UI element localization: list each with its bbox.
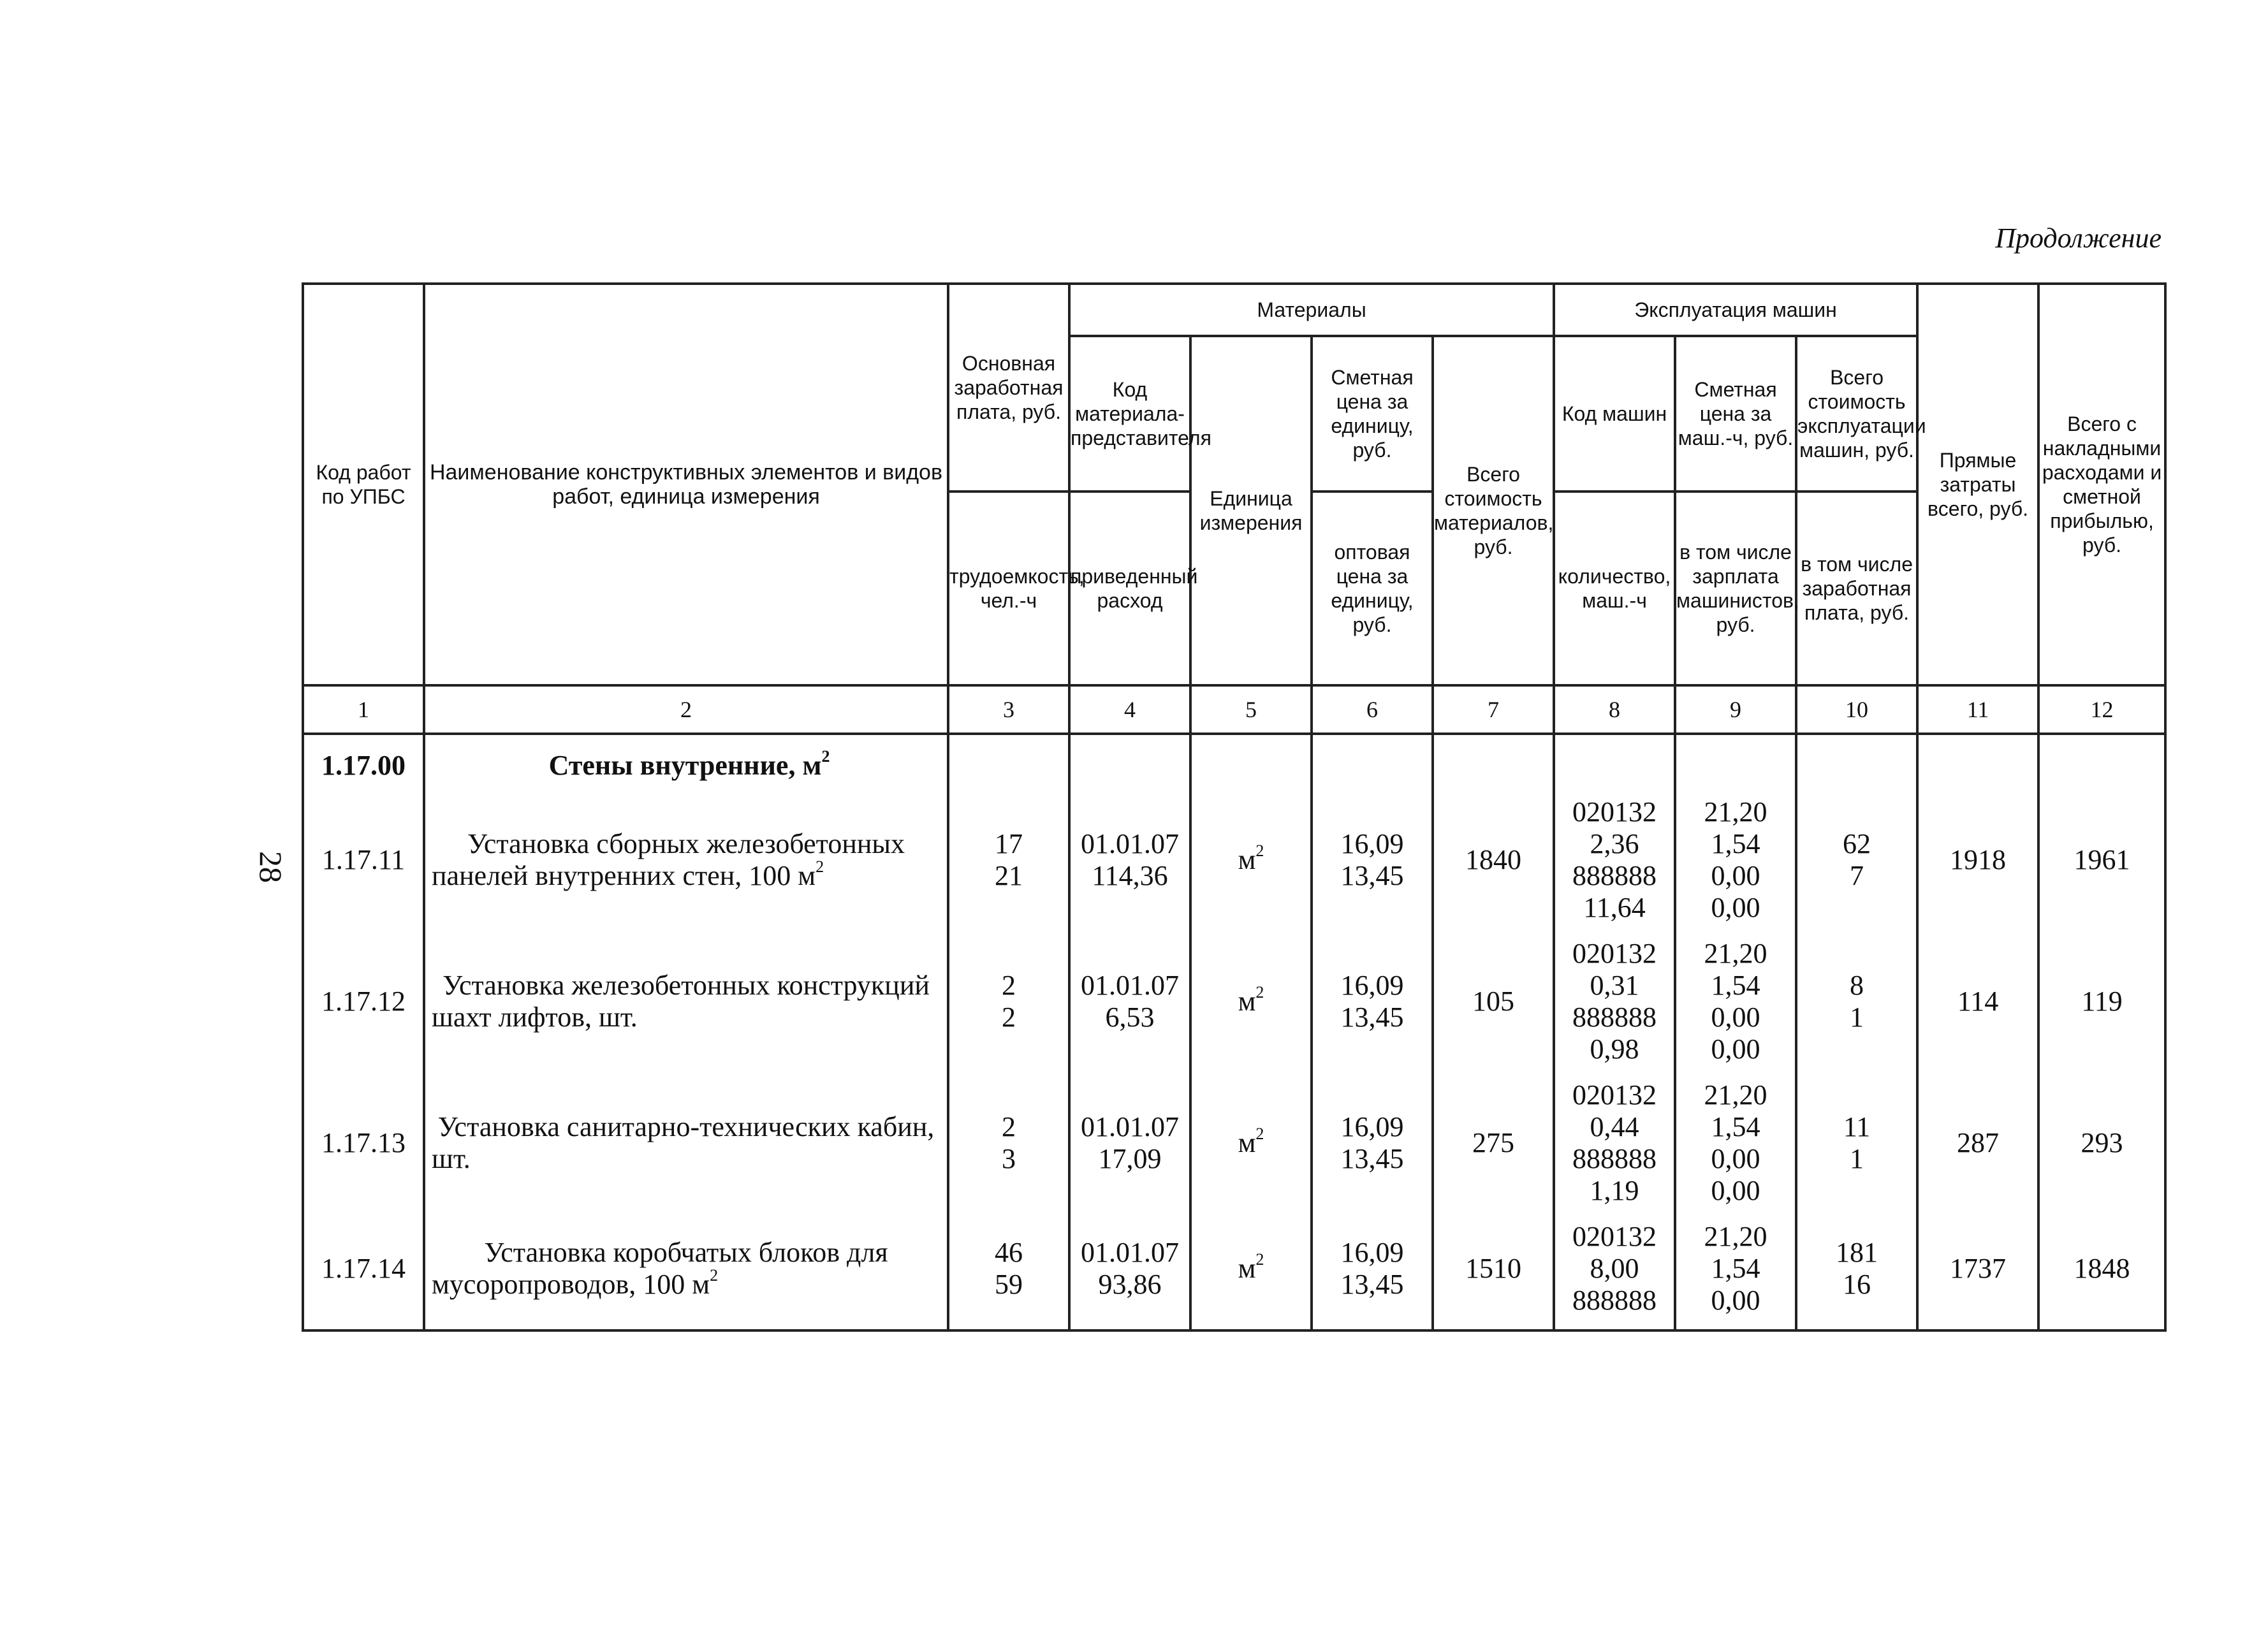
unit [1190, 1220, 1312, 1330]
material-total: 1840 [1433, 795, 1554, 936]
table-row [303, 936, 2165, 1078]
col-number: 7 [1433, 685, 1554, 734]
machine-code-qty-line: 0,98 [1590, 1033, 1639, 1065]
material-prices-line: 16,09 [1340, 970, 1404, 1001]
estimate-table [302, 282, 2167, 1332]
machine-code-qty-line: 888888 [1572, 1143, 1657, 1174]
machine-totals-line: 8 [1850, 970, 1864, 1001]
wage-labor-line: 46 [995, 1237, 1023, 1268]
machine-prices-line: 1,54 [1711, 1111, 1760, 1142]
continuation-label: Продолжение [1995, 222, 2162, 254]
unit-text: м [1238, 1253, 1256, 1284]
machine-prices-line: 21,20 [1704, 796, 1767, 827]
material-code-consumption [1069, 1220, 1190, 1330]
machine-totals-line: 7 [1850, 860, 1864, 891]
header-mach-total-wage: в том числе заработная плата, руб. [1796, 492, 1917, 685]
grand-total: 119 [2038, 936, 2165, 1078]
wage-labor [948, 1220, 1069, 1330]
col-number: 6 [1312, 685, 1433, 734]
header-materials-group: Материалы [1069, 284, 1554, 336]
machine-totals-line: 11 [1843, 1111, 1871, 1142]
header-mach-code: Код машин [1554, 336, 1675, 492]
material-prices [1312, 1078, 1433, 1220]
col-number: 8 [1554, 685, 1675, 734]
machine-code-qty-line: 2,36 [1590, 828, 1639, 859]
header-machines-group: Эксплуатация машин [1554, 284, 1917, 336]
wage-labor-line: 21 [995, 860, 1023, 891]
machine-totals-line: 1 [1850, 1002, 1864, 1033]
col-number: 4 [1069, 685, 1190, 734]
machine-code-qty [1554, 795, 1675, 936]
unit-sup: 2 [1255, 842, 1264, 861]
col-number: 9 [1675, 685, 1796, 734]
work-name-sup: 2 [710, 1266, 719, 1285]
machine-code-qty-line: 8,00 [1590, 1253, 1639, 1284]
material-code-consumption-line: 01.01.07 [1081, 1237, 1179, 1268]
machine-code-qty-line: 020132 [1572, 1221, 1657, 1252]
unit-text: м [1238, 1127, 1256, 1158]
machine-prices [1675, 936, 1796, 1078]
work-name [424, 1078, 948, 1220]
material-code-consumption [1069, 936, 1190, 1078]
work-name-text: Установка коробчатых блоков для мусоропроводов, 100 м [432, 1237, 888, 1300]
machine-code-qty [1554, 1220, 1675, 1330]
material-total: 1510 [1433, 1220, 1554, 1330]
direct-costs: 114 [1917, 936, 2038, 1078]
machine-code-qty-line: 888888 [1572, 1002, 1657, 1033]
machine-code-qty [1554, 1078, 1675, 1220]
column-number-row [303, 685, 2165, 734]
work-code: 1.17.14 [303, 1220, 424, 1330]
header-mat-total: Всего стоимость материалов, руб. [1433, 336, 1554, 685]
col-number: 1 [303, 685, 424, 734]
machine-code-qty-line: 0,31 [1590, 970, 1639, 1001]
machine-prices [1675, 795, 1796, 936]
material-code-consumption-line: 93,86 [1098, 1269, 1162, 1300]
work-name [424, 1220, 948, 1330]
work-name-sup: 2 [816, 857, 824, 877]
col-number: 2 [424, 685, 948, 734]
material-prices [1312, 936, 1433, 1078]
header-wage: Основная заработная плата, руб. [948, 284, 1069, 492]
machine-prices-line: 0,00 [1711, 1002, 1760, 1033]
wage-labor-line: 2 [1002, 970, 1016, 1001]
header-mach-price: Сметная цена за маш.-ч, руб. [1675, 336, 1796, 492]
machine-code-qty [1554, 936, 1675, 1078]
section-title [424, 734, 948, 795]
grand-total: 1848 [2038, 1220, 2165, 1330]
header-est-price: Сметная цена за единицу, руб. [1312, 336, 1433, 492]
unit-text: м [1238, 844, 1256, 875]
machine-totals-line: 1 [1850, 1143, 1864, 1174]
grand-total: 293 [2038, 1078, 2165, 1220]
machine-prices-line: 0,00 [1711, 1143, 1760, 1174]
material-code-consumption-line: 114,36 [1092, 860, 1168, 891]
machine-totals [1796, 1078, 1917, 1220]
header-code: Код работ по УПБС [303, 284, 424, 685]
machine-prices-line: 0,00 [1711, 892, 1760, 923]
work-name-text: Установка санитарно-технических кабин, шт. [432, 1111, 935, 1174]
wage-labor-line: 59 [995, 1269, 1023, 1300]
unit-sup: 2 [1255, 983, 1264, 1002]
header-wholesale-price: оптовая цена за единицу, руб. [1312, 492, 1433, 685]
wage-labor-line: 2 [1002, 1002, 1016, 1033]
col-number: 3 [948, 685, 1069, 734]
page-number: 28 [253, 851, 289, 883]
machine-prices [1675, 1078, 1796, 1220]
machine-prices-line: 1,54 [1711, 828, 1760, 859]
direct-costs: 1737 [1917, 1220, 2038, 1330]
machine-prices [1675, 1220, 1796, 1330]
header-mach-qty: количество, маш.-ч [1554, 492, 1675, 685]
work-code: 1.17.11 [303, 795, 424, 936]
machine-code-qty-line: 1,19 [1590, 1175, 1639, 1206]
unit-text: м [1238, 986, 1256, 1017]
work-name-text: Установка железобетонных конструкций шахт лифтов, шт. [432, 970, 930, 1033]
work-name [424, 795, 948, 936]
table-row [303, 1078, 2165, 1220]
material-total: 275 [1433, 1078, 1554, 1220]
machine-totals-line: 16 [1843, 1269, 1871, 1300]
wage-labor-line: 17 [995, 828, 1023, 859]
material-code-consumption [1069, 795, 1190, 936]
work-name-text: Установка сборных железобетонных панелей внутренних стен, 100 м [432, 828, 905, 891]
header-mat-consumption: приведенный расход [1069, 492, 1190, 685]
material-prices-line: 13,45 [1340, 1269, 1404, 1300]
header-mat-code: Код материала-представителя [1069, 336, 1190, 492]
machine-code-qty-line: 020132 [1572, 1079, 1657, 1111]
section-row [303, 734, 2165, 795]
machine-prices-line: 1,54 [1711, 1253, 1760, 1284]
material-prices-line: 16,09 [1340, 828, 1404, 859]
header-mach-operator-wage: в том числе зарплата машинистов, руб. [1675, 492, 1796, 685]
header-grand-total: Всего с накладными расходами и сметной прибылью, руб. [2038, 284, 2165, 685]
machine-totals-line: 181 [1836, 1237, 1878, 1268]
wage-labor-line: 3 [1002, 1143, 1016, 1174]
unit-sup: 2 [1255, 1250, 1264, 1269]
machine-code-qty-line: 888888 [1572, 1285, 1657, 1316]
material-prices-line: 13,45 [1340, 1143, 1404, 1174]
machine-code-qty-line: 020132 [1572, 796, 1657, 827]
material-prices-line: 13,45 [1340, 1002, 1404, 1033]
machine-prices-line: 0,00 [1711, 1175, 1760, 1206]
machine-prices-line: 21,20 [1704, 938, 1767, 969]
table-row [303, 795, 2165, 936]
material-prices [1312, 795, 1433, 936]
table-row [303, 1220, 2165, 1330]
header-direct: Прямые затраты всего, руб. [1917, 284, 2038, 685]
machine-code-qty-line: 888888 [1572, 860, 1657, 891]
grand-total: 1961 [2038, 795, 2165, 936]
section-title-sup: 2 [821, 747, 830, 766]
material-prices [1312, 1220, 1433, 1330]
header-unit: Единица измерения [1190, 336, 1312, 685]
material-code-consumption-line: 6,53 [1105, 1002, 1155, 1033]
machine-code-qty-line: 0,44 [1590, 1111, 1639, 1142]
wage-labor-line: 2 [1002, 1111, 1016, 1142]
unit-sup: 2 [1255, 1125, 1264, 1144]
direct-costs: 287 [1917, 1078, 2038, 1220]
table-body [303, 734, 2165, 1330]
unit [1190, 1078, 1312, 1220]
material-code-consumption [1069, 1078, 1190, 1220]
material-prices-line: 16,09 [1340, 1237, 1404, 1268]
section-title-text: Стены внутренние, м [548, 750, 822, 781]
direct-costs: 1918 [1917, 795, 2038, 936]
work-code: 1.17.13 [303, 1078, 424, 1220]
machine-code-qty-line: 11,64 [1583, 892, 1646, 923]
table-header [303, 284, 2165, 734]
unit [1190, 795, 1312, 936]
machine-totals [1796, 1220, 1917, 1330]
material-code-consumption-line: 17,09 [1098, 1143, 1162, 1174]
machine-totals [1796, 795, 1917, 936]
material-code-consumption-line: 01.01.07 [1081, 1111, 1179, 1142]
machine-prices-line: 0,00 [1711, 860, 1760, 891]
machine-totals [1796, 936, 1917, 1078]
wage-labor [948, 1078, 1069, 1220]
machine-prices-line: 0,00 [1711, 1033, 1760, 1065]
material-code-consumption-line: 01.01.07 [1081, 970, 1179, 1001]
machine-prices-line: 1,54 [1711, 970, 1760, 1001]
work-name [424, 936, 948, 1078]
header-labor: трудоемкость, чел.-ч [948, 492, 1069, 685]
col-number: 5 [1190, 685, 1312, 734]
material-prices-line: 16,09 [1340, 1111, 1404, 1142]
header-mach-total: Всего стоимость эксплуатации машин, руб. [1796, 336, 1917, 492]
machine-code-qty-line: 020132 [1572, 938, 1657, 969]
col-number: 12 [2038, 685, 2165, 734]
material-total: 105 [1433, 936, 1554, 1078]
machine-totals-line: 62 [1843, 828, 1871, 859]
machine-prices-line: 21,20 [1704, 1079, 1767, 1111]
section-code: 1.17.00 [303, 734, 424, 795]
machine-prices-line: 0,00 [1711, 1285, 1760, 1316]
col-number: 11 [1917, 685, 2038, 734]
header-name: Наименование конструктивных элементов и видов работ, единица измерения [424, 284, 948, 685]
material-code-consumption-line: 01.01.07 [1081, 828, 1179, 859]
wage-labor [948, 795, 1069, 936]
unit [1190, 936, 1312, 1078]
col-number: 10 [1796, 685, 1917, 734]
wage-labor [948, 936, 1069, 1078]
machine-prices-line: 21,20 [1704, 1221, 1767, 1252]
material-prices-line: 13,45 [1340, 860, 1404, 891]
work-code: 1.17.12 [303, 936, 424, 1078]
